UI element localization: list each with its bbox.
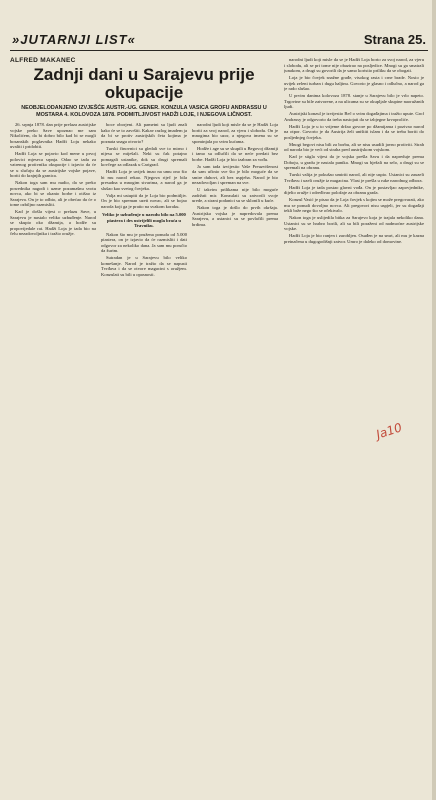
paragraph: Turski činovnici su gledali sve to mirno i nijesu se miješali. Neki su čak potajno pomagali ustanike, dok su drugi spremali kovčege za odlazak u Carigrad. bbox=[101, 145, 187, 167]
headline bbox=[10, 66, 278, 102]
clipping-edge bbox=[432, 0, 436, 800]
paragraph: Konzul Vasić je pisao da je Loja čovjek s kojim se može pregovarati, ako mu se ponudi dovoljno novca. Ali pregovori nisu uspjeli, jer su događaji tekli brže nego što se očekivalo. bbox=[284, 197, 424, 213]
paragraph: U takvim prilikama nije bilo moguće zadržati mir. Konzulati su zatvorili svoje urede, a strani podanici su se sklonili u kuće. bbox=[192, 187, 278, 203]
text-column-3 bbox=[192, 122, 278, 797]
text-columns bbox=[10, 122, 278, 797]
paragraph: Hadži Loja je u to vrijeme držao govore po džamijama i pozivao narod na otpor. Govorio je da Austrija želi uništiti islam i da se treba boriti do posljednjeg čovjeka. bbox=[284, 123, 424, 140]
pencil-annotation: Ja10 bbox=[374, 420, 404, 442]
paragraph: Ja sam tada izvijestio Vaše Preuzvišenost da sam učinio sve što je bilo moguće da se smire duhovi, ali bez uspjeha. Narod je bio nezadovoljan i spreman na sve. bbox=[192, 163, 278, 185]
paragraph: Mnogi begovi nisu bili za borbu, ali se nisu usudili javno protiviti. Strah od naroda bio je veći od straha pred austrijskom vojskom. bbox=[284, 141, 424, 152]
paragraph: Sutradan je u Sarajevu bilo veliko komešanje. Narod je tražio da se napusti Tvrđava i da se otvore magacini s oružjem. Konzulati su bili u opasnosti. bbox=[101, 255, 187, 277]
paragraph: Hadži Loja se pojavio kod mene u prvoj polovici mjeseca srpnja. Odao se tada za vatrenog protivnika okupacije i izjavio da će se u slučaju da se austrijske vojske pojave, boriti do krajnjih granica. bbox=[10, 151, 96, 178]
paragraph: Nakon što mu je pružena ponuda od 5.000 piastera, on je izjavio da će razmisliti i dati odgovor za nekoliko dana. Ja sam mu poručio da žurim. bbox=[101, 231, 187, 253]
paragraph: narodni ljudi koji misle da se je Hadži Loja borio za svoj narod, za vjeru i slobodu, ali se pri tome nije obazirao na posljedice. Mnogi su ga smatrali junakom, a drugi su govorili da je samo koristio priliku da se obogati. bbox=[284, 57, 424, 73]
newspaper-title: »JUTARNJI LIST« bbox=[12, 32, 136, 47]
paragraph: Turski valija je pokušao umiriti narod, ali nije uspio. Ustanici su zauzeli Tvrđavu i uzeli oružje iz magacina. Vlast je prešla u ruke narodnog odbora. bbox=[284, 172, 424, 183]
paragraph: Nakon toga je došlo do prvih okršaja. Austrijska vojska je napredovala prema Sarajevu, a ustanici su se povlačili prema brdima. bbox=[192, 205, 278, 227]
paragraph: Hodže i age su se skupili u Begovoj džamiji i tamo su odlučili da se neće predati bez borbe. Hadži Loja je bio izabran za vođu. bbox=[192, 145, 278, 162]
paragraph: Nakon toga sam mu nudio, da se preko posrednika nagodi i uzme pozamašnu svotu novca, ako bi se okanio borbe i otišao iz Sarajeva. On je to odbio, ali je obećao da će o tome ozbiljno razmisliti. bbox=[10, 180, 96, 207]
bold-paragraph: Veliko je uzbuđenje u narodu bilo na 5.000 piastera i des ustrijelili mogla braća u Travniku. bbox=[102, 212, 186, 228]
text-column-2 bbox=[101, 122, 187, 797]
paragraph: Austrijski konzul je izvijestio Beč o svim događajima i tražio upute. Grof Andrassy je odgovorio da treba nastojati da se izbjegne krvoproliće. bbox=[284, 111, 424, 122]
headline-line2: okupacije bbox=[104, 83, 184, 102]
page-number: Strana 25. bbox=[363, 32, 426, 47]
headline-line1: Zadnji dani u Sarajevu prije bbox=[33, 65, 255, 84]
article bbox=[10, 57, 428, 797]
subheadline: NEOBJELODANJENO IZVJEŠĆE AUSTR.-UG. GENER. KONZULA VASICA GROFU ANDRASSU U MOSTARA 4. KOLOVOZA 1878. PODMITLJIVOST HADŽI LOJE, I NJEGOVA LIČNOST. bbox=[21, 105, 267, 118]
paragraph: Hadži Loja je uvijek imao na umu ono što bi mu narod rekao. Njegova riječ je bila presudna u mnogim stvarima, a narod ga je slušao kao svetog čovjeka. bbox=[101, 169, 187, 191]
paragraph: narodni ljudi koji misle da se je Hadži Loja boriti za svoj narod, za vjeru i slobodu. On je mnogima bio uzor, a njegova imena su se spominjala po svim kućama. bbox=[192, 122, 278, 144]
paragraph: Hadži Loja je bio ranjen i zarobljen. Osuđen je na smrt, ali mu je kazna preinačena u dugogodišnji zatvor. Umro je daleko od domovine. bbox=[284, 233, 424, 244]
text-column-4 bbox=[284, 57, 424, 797]
masthead bbox=[10, 8, 428, 51]
paragraph: Nakon toga je uslijedila bitka za Sarajevo koja je trajala nekoliko dana. Ustanici su se hrabro borili, ali su bili poraženi od nadmoćne austrijske vojske. bbox=[284, 215, 424, 231]
paragraph: Hadži Loja je tada postao glavni vođa. On je postavljao zapovjednike, dijelio oružje i određivao položaje za obranu grada. bbox=[284, 184, 424, 195]
article-main bbox=[10, 57, 278, 797]
paragraph: Valja mi ustupiti da je Loja bio podmitljiv. On je bio spreman uzeti novac, ali se bojao naroda koji ga je pratio na svakom koraku. bbox=[101, 192, 187, 209]
paragraph: 26. srpnja 1878. dan prije prelaza austrijske vojske preko Save upoznao me sam Nikolićem, da bi dobro bilo kad bi se mogli bosanskih poglavnika Hadži Loju nekako uvaliti i pridobiti. bbox=[10, 122, 96, 149]
paragraph: Kad je stigla vijest da je vojska prešla Savu i da napreduje prema Doboju, u gradu je nastala panika. Mnogi su bježali na selo, a drugi su se spremali na obranu. bbox=[284, 154, 424, 170]
byline: ALFRED MAKANEC bbox=[10, 57, 76, 64]
paragraph: U prvim danima kolovoza 1878. stanje u Sarajevu bilo je vrlo napeto. Trgovine su bile zatvorene, a na ulicama su se okupljale skupine naoružanih ljudi. bbox=[284, 93, 424, 109]
paragraph: boce oborjeni. Ali pametni su ljudi znali kako će se to završiti. Kakav razlog imadem ja da bi se protiv austrijskih četa kojima je poznata snaga otvorio? bbox=[101, 122, 187, 144]
paragraph: Loja je bio čovjek snažne građe, visokog rasta i crne brade. Nosio je uvijek zeleni turban i dugu haljinu. Govorio je glasno i odlučno, a narod ga je rado slušao. bbox=[284, 75, 424, 91]
paragraph: Kad je došla vijest o prelazu Save, u Sarajevu je nastalo veliko uzbuđenje. Narod se skupio oko džamija, a hodže su propovijedale rat. Hadži Loja je tada bio na čelu nezadovoljnika i tražio oružje. bbox=[10, 209, 96, 236]
text-column-1 bbox=[10, 122, 96, 797]
